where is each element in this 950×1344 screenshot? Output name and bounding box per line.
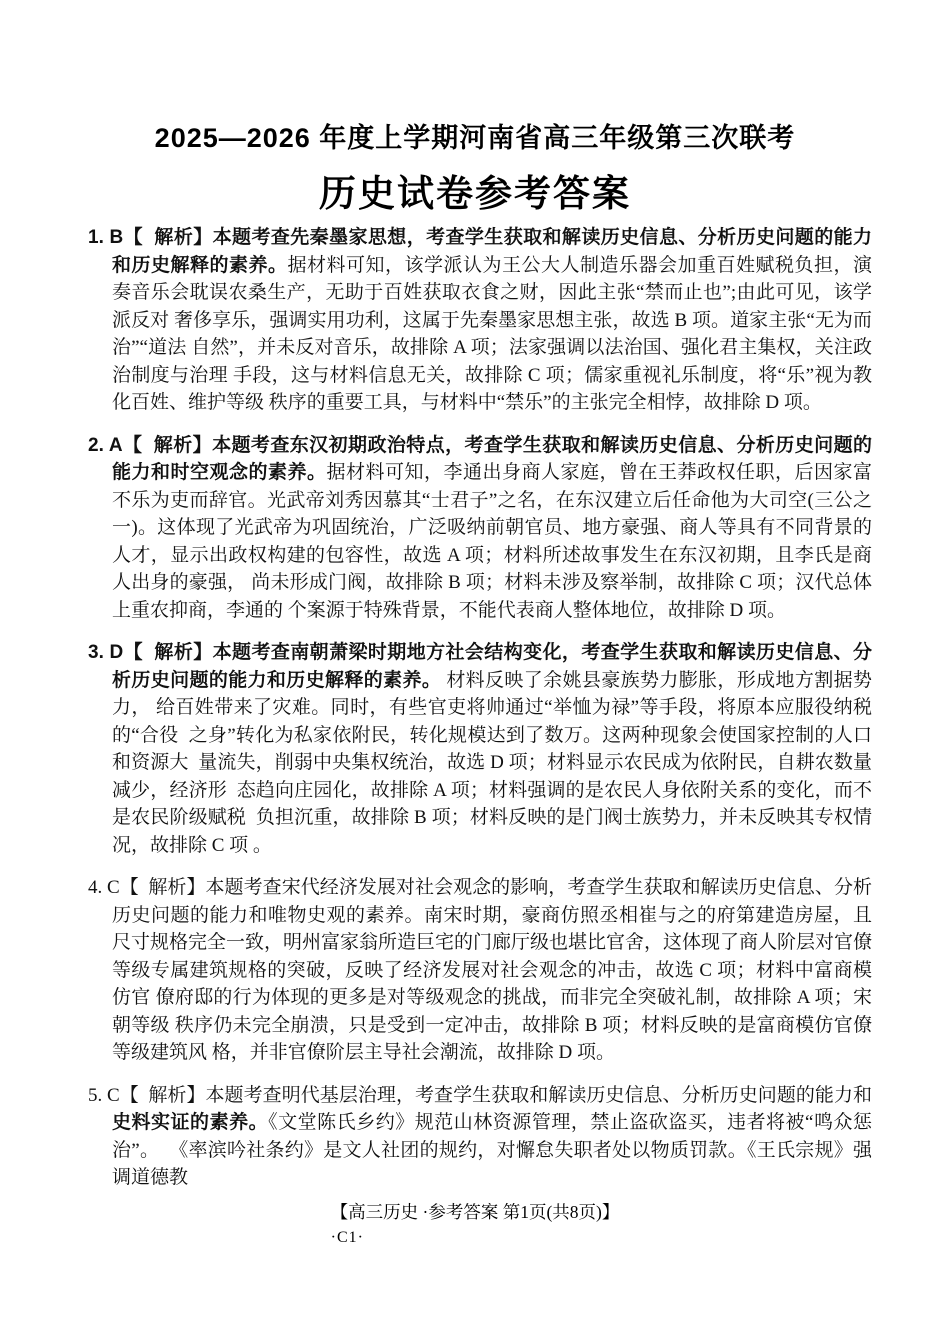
exam-session-title: 2025—2026 年度上学期河南省高三年级第三次联考: [154, 123, 796, 153]
page-footer: [0, 1200, 950, 1250]
answer-3-segment-2: 材料反映了余姚县豪族势力膨胀，形成地方割据势力， 给百姓带来了灾难。同时，有些官吏将帅通过“举恤为禄”等手段，将原本应服役纳税的“合役 之身”转化为私家依附民，转化规模达到了数万。这两种现象会使国家控制的人口和资源大 量流失，削弱中央集权统治，故选 D 项；材料显示农民成为依附民，自耕农数量减少，经济形 态趋向庄园化，故排除 A 项；材料强调的是农民人身依附关系的变化，而不是农民阶级赋税 负担沉重，故排除 B 项；材料反映的是门阀士族势力，并未反映其专权情况，故排除 C 项 。: [112, 669, 872, 856]
answer-5-segment-1: 5. C【 解析】本题考查明代基层治理，考查学生获取和解读历史信息、分析历史问题的能力和: [88, 1084, 872, 1106]
answer-item-2: [88, 432, 872, 625]
answer-4-segment-2: 南宋时期，豪商仿照丞相崔与之的府第建造房屋，且尺寸规格完全一致，明州富家翁所造巨宅的门廊厅级也堪比官舍，这体现了商人阶层对官僚等级专属建筑规格的突破，反映了经济发展对社会观念的冲击，故选 C 项；材料中富商模仿官 僚府邸的行为体现的更多是对等级观念的挑战，而非完全突破礼制，故排除 A 项；宋朝等级 秩序仍未完全崩溃，只是受到一定冲击，故排除 B 项；材料反映的是富商模仿官僚等级建筑风 格，并非官僚阶层主导社会潮流，故排除 D 项。: [112, 904, 873, 1063]
footer-paper-code: ·C1·: [330, 1229, 364, 1246]
answer-2-segment-1: 2. A【 解析】本题考查东汉初期政治特点，考查学生获取和解读历史信息、分析历史问题的能力和时空观念的素养。: [88, 434, 872, 483]
answer-1-segment-1: 1. B【 解析】本题考查先秦墨家思想，考查学生获取和解读历史信息、分析历史问题的能力和历史解释的素养。: [88, 227, 872, 276]
answer-2-segment-2: 据材料可知，李通出身商人家庭，曾在王莽政权任职，后因家富不乐为吏而辞官。光武帝刘秀因慕其“士君子”之名，在东汉建立后任命他为大司空(三公之一)。这体现了光武帝为巩固统治，广泛吸纳前朝官员、地方豪强、商人等具有不同背景的人才，显示出政权构建的包容性，故选 A 项；材料所述故事发生在东汉初期，且李氏是商人出身的豪强， 尚未形成门阀，故排除 B 项；材料未涉及察举制，故排除 C 项；汉代总体上重农抑商，李通的 个案源于特殊背景，不能代表商人整体地位，故排除 D 项。: [112, 462, 872, 621]
answer-5-segment-3: 《文堂陈氏乡约》规范山林资源管理，禁止盗砍盗买，违者将被“鸣众惩治”。 《率滨吟社条约》是文人社团的规约，对懈怠失职者处以物质罚款。《王氏宗规》强调道德教: [112, 1112, 872, 1188]
answer-key-title: 历史试卷参考答案: [319, 173, 631, 214]
answer-3-segment-1: 3. D【 解析】本题考查南朝萧梁时期地方社会结构变化，考查学生获取和解读历史信息、分析历史问题的能力和历史解释的素养。: [88, 642, 872, 691]
answers-list: [88, 224, 872, 1207]
answer-1-segment-2: 据材料可知，该学派认为王公大人制造乐器会加重百姓赋税负担，演奏音乐会耽误农桑生产，无助于百姓获取衣食之财，因此主张“禁而止也”;由此可见，该学派反对 奢侈享乐，强调实用功利，这属于先秦墨家思想主张，故选 B 项。道家主张“无为而治”“道法 自然”，并未反对音乐，故排除 A 项；法家强调以法治国、强化君主集权，关注政治制度与治理 手段，这与材料信息无关，故排除 C 项；儒家重视礼乐制度，将“乐”视为教化百姓、维护等级 秩序的重要工具，与材料中“禁乐”的主张完全相悖，故排除 D 项。: [112, 254, 872, 413]
answer-4-segment-1: 4. C【 解析】本题考查宋代经济发展对社会观念的影响，考查学生获取和解读历史信息、分析历史问题的能力和唯物史观的素养。: [88, 877, 872, 926]
answer-item-1: [88, 224, 872, 417]
footer-page-label: 【高三历史 ·参考答案 第1页(共8页)】: [330, 1202, 620, 1222]
answer-item-4: [88, 874, 872, 1067]
answer-item-5: [88, 1082, 872, 1192]
answer-item-3: [88, 639, 872, 859]
answer-5-segment-2: 史料实证的素养。: [112, 1112, 269, 1133]
